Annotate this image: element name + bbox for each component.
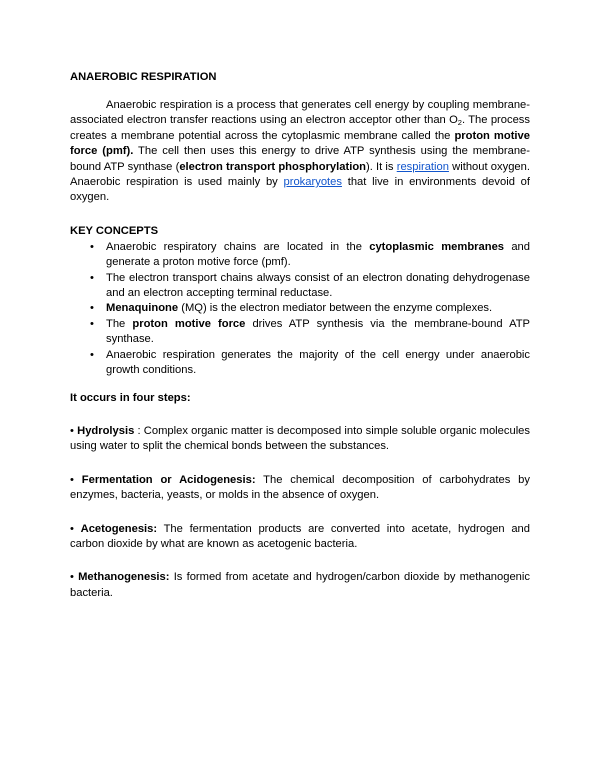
concept-bold: cytoplasmic membranes	[369, 240, 505, 253]
step-text: The fermentation products are converted into acetate, hydrogen and carbon dioxide by what are known as acetogenic bacteria.	[70, 522, 531, 550]
concept-bold: Menaquinone	[106, 302, 179, 315]
list-item	[90, 240, 530, 271]
step-title: Acetogenesis:	[80, 522, 158, 535]
concept-bold: proton motive force	[132, 317, 246, 330]
respiration-link[interactable]: respiration	[396, 160, 449, 173]
bullet-icon: •	[90, 317, 94, 330]
intro-subscript: 2	[457, 118, 462, 128]
bullet-icon: •	[70, 424, 78, 437]
key-concepts-heading: KEY CONCEPTS	[70, 224, 159, 237]
concept-text: (MQ) is the electron mediator between the enzyme complexes.	[178, 302, 493, 315]
intro-text-5: without oxygen. Anaerobic respiration is used mainly by	[70, 160, 530, 189]
bullet-icon: •	[90, 348, 94, 361]
intro-text-1: Anaerobic respiration is a process that generates cell energy by coupling membrane-associated electron transfer reactions using an electron acceptor other than O	[70, 99, 530, 127]
concept-text: Anaerobic respiration generates the majority of the cell energy under anaerobic growth conditions.	[106, 348, 530, 377]
step-acetogenesis	[70, 522, 530, 553]
steps-heading: It occurs in four steps:	[70, 391, 191, 404]
intro-text-4: ). It is	[365, 160, 397, 173]
intro-text-6: that live in environments devoid of oxygen.	[70, 176, 530, 204]
key-concepts-list	[70, 240, 530, 379]
prokaryotes-link[interactable]: prokaryotes	[283, 176, 342, 189]
bullet-icon: •	[90, 271, 94, 284]
bullet-icon: •	[90, 240, 94, 253]
concept-text: and generate a proton motive force (pmf).	[106, 240, 530, 269]
intro-bold-pmf: proton motive force (pmf).	[70, 129, 530, 158]
document-content	[70, 70, 530, 601]
intro-bold-etp: electron transport phosphorylation	[179, 160, 366, 173]
bullet-icon: •	[90, 302, 94, 315]
step-title: Hydrolysis	[77, 424, 135, 437]
list-item	[90, 348, 530, 379]
bullet-icon: •	[70, 571, 79, 584]
step-text: : Complex organic matter is decomposed into simple soluble organic molecules using water to split the chemical bonds between the substances.	[70, 424, 531, 453]
step-text: Is formed from acetate and hydrogen/carbon dioxide by methanogenic bacteria.	[70, 571, 530, 599]
intro-paragraph	[70, 98, 530, 206]
step-text: The chemical decomposition of carbohydrates by enzymes, bacteria, yeasts, or molds in the absence of oxygen.	[70, 473, 530, 502]
step-hydrolysis	[70, 424, 530, 455]
document-title: ANAEROBIC RESPIRATION	[70, 71, 217, 83]
concept-text: Anaerobic respiratory chains are located in the	[106, 240, 370, 253]
list-item	[90, 301, 530, 316]
step-title: Fermentation or Acidogenesis:	[81, 473, 256, 486]
step-fermentation	[70, 473, 530, 504]
intro-text-3: The cell then uses this energy to drive ATP synthesis using the membrane-bound ATP synthase (	[70, 145, 530, 173]
concept-text: drives ATP synthesis via the membrane-bound ATP synthase.	[106, 317, 531, 346]
concept-text: The	[106, 317, 133, 330]
step-title: Methanogenesis:	[78, 571, 170, 584]
intro-text-2: . The process creates a membrane potential across the cytoplasmic membrane called the	[70, 114, 530, 142]
step-methanogenesis	[70, 570, 530, 601]
list-item	[90, 317, 531, 348]
bullet-icon: •	[70, 522, 81, 535]
concept-text: The electron transport chains always consist of an electron donating dehydrogenase and an electron accepting terminal reductase.	[106, 271, 530, 300]
list-item	[90, 271, 530, 302]
bullet-icon: •	[70, 473, 82, 486]
